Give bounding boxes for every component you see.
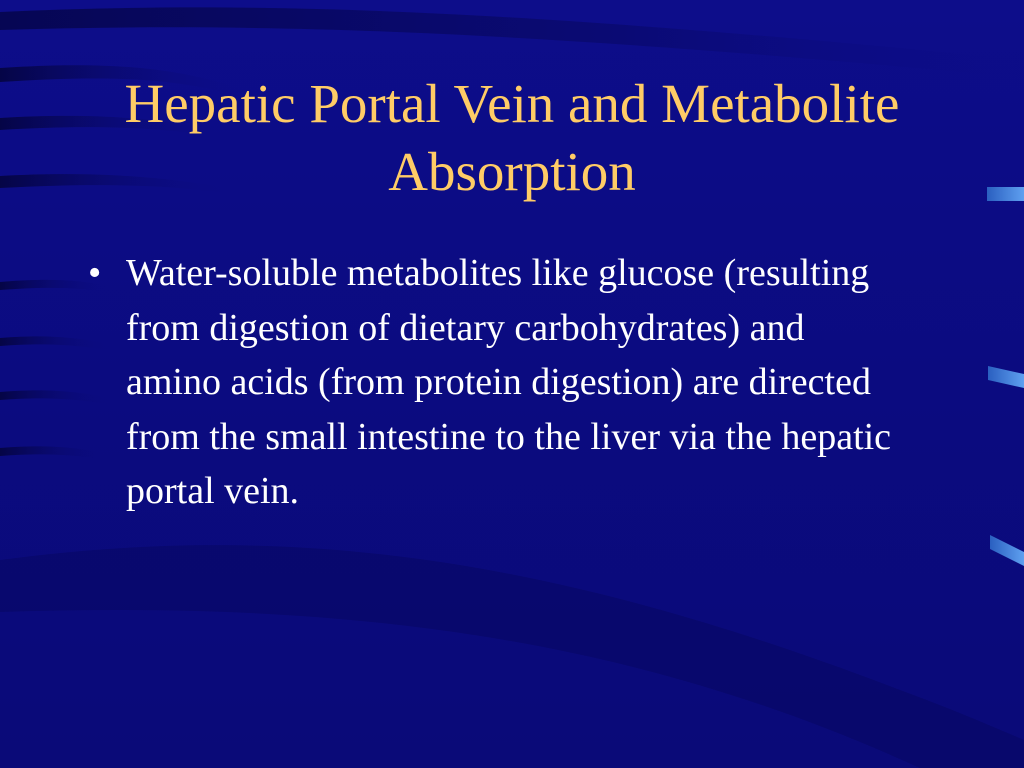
bullet-item <box>84 246 904 519</box>
bullet-text: Water-soluble metabolites like glucose (resulting from digestion of dietary carbohydrates) and amino acids (from protein digestion) are directed from the small intestine to the liver via the hepatic portal vein. <box>126 252 892 512</box>
bullet-marker: • <box>88 252 102 294</box>
right-accent-tab-3 <box>990 535 1024 566</box>
bullet-list <box>84 246 904 519</box>
right-accent-tab-1 <box>987 187 1024 201</box>
right-accent-tab-2 <box>988 366 1024 388</box>
slide-title: Hepatic Portal Vein and Metabolite Absorption <box>124 73 900 202</box>
